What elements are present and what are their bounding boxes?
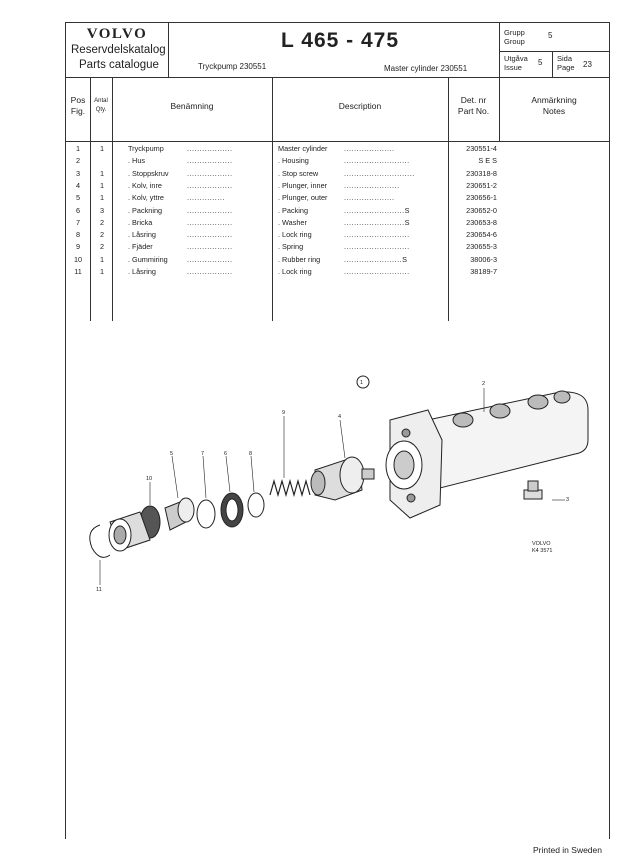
col-description: Description — [338, 101, 382, 111]
cell-desc: . Stop screw — [278, 168, 319, 178]
callout-7: 7 — [201, 451, 205, 457]
cell-dots1: .................. — [187, 168, 233, 178]
cell-part-no: 230653-8 — [466, 217, 497, 227]
cell-name: . Kolv, inre — [128, 180, 162, 190]
issue-value: 5 — [538, 58, 543, 67]
cell-qty: 1 — [99, 267, 105, 276]
cell-dots2: .................... — [344, 144, 395, 153]
model-title: L 465 - 475 — [281, 29, 400, 52]
cell-part-no: 38189-7 — [470, 267, 497, 276]
callout-6: 6 — [224, 451, 228, 457]
col-pos-sv: Pos — [70, 95, 86, 105]
cell-desc: . Lock ring — [278, 230, 312, 240]
inner-plunger-part — [311, 457, 374, 500]
cell-pos: 3 — [75, 168, 81, 178]
issue-label-sv: Utgåva — [504, 54, 528, 63]
cell-desc: . Lock ring — [278, 267, 312, 276]
cell-qty: 1 — [99, 144, 105, 153]
cell-part-no: 230655-3 — [466, 242, 497, 252]
cell-qty: 1 — [99, 193, 105, 203]
cell-qty: 3 — [99, 205, 105, 215]
callout-3: 3 — [566, 497, 570, 503]
subtitle-en: Master cylinder 230551 — [384, 64, 468, 73]
issue-label-en: Issue — [504, 63, 522, 72]
cell-desc: . Plunger, inner — [278, 180, 328, 190]
cell-dots2: ............................ — [344, 168, 415, 178]
cell-dots2: .......................... — [344, 267, 410, 276]
cell-part-no: 230318-8 — [466, 168, 497, 178]
col-partno-en: Part No. — [457, 106, 490, 116]
cell-dots1: .................. — [187, 230, 233, 240]
group-label-sv: Grupp — [504, 28, 525, 37]
cell-part-no: 230551-4 — [466, 144, 497, 153]
cell-pos: 9 — [75, 242, 81, 252]
cell-part-no: S E S — [478, 156, 497, 166]
cell-qty: 1 — [99, 180, 105, 190]
cell-pos: 8 — [75, 230, 81, 240]
figure-ref-line1: VOLVO — [532, 541, 551, 547]
stop-screw-part — [524, 481, 542, 499]
cell-pos: 2 — [75, 156, 81, 166]
lock-ring-part — [248, 493, 264, 517]
cell-desc: . Housing — [278, 156, 309, 166]
cell-name: . Bricka — [128, 217, 153, 227]
cell-dots1: .................. — [187, 267, 233, 276]
col-name: Benämning — [170, 101, 214, 111]
cell-dots2: .......................... — [344, 242, 410, 252]
cell-name: Tryckpump — [128, 144, 164, 153]
cell-pos: 5 — [75, 193, 81, 203]
col-notes-en: Notes — [542, 106, 566, 116]
cell-dots2: .......................... — [344, 156, 410, 166]
cell-part-no: 230651-2 — [466, 180, 497, 190]
cell-part-no: 38006-3 — [470, 254, 497, 264]
cell-dots1: .................. — [187, 180, 233, 190]
housing-part — [386, 391, 588, 518]
group-value: 5 — [548, 31, 553, 40]
cell-dots2: .................... — [344, 193, 395, 203]
cell-desc: . Rubber ring — [278, 254, 321, 264]
cell-desc: . Spring — [278, 242, 304, 252]
callout-1: 1 — [360, 380, 364, 386]
cell-dots1: .................. — [187, 254, 233, 264]
col-partno-sv: Det. nr — [460, 95, 487, 105]
cell-qty: 1 — [99, 254, 105, 264]
callout-8: 8 — [249, 451, 253, 457]
cell-name: . Låsring — [128, 230, 156, 240]
callout-9: 9 — [282, 410, 286, 416]
cell-name: . Låsring — [128, 267, 156, 276]
cell-desc: . Washer — [278, 217, 307, 227]
col-qty-en: Qty. — [95, 107, 107, 113]
cell-name: . Packning — [128, 205, 163, 215]
cell-desc: Master cylinder — [278, 144, 328, 153]
cell-part-no: 230652-0 — [466, 205, 497, 215]
cell-pos: 7 — [75, 217, 81, 227]
lock-ring-clip-part — [90, 525, 110, 557]
printed-in-footer: Printed in Sweden — [533, 845, 602, 855]
cell-dots1: ............... — [187, 193, 225, 203]
cell-dots1: .................. — [187, 205, 233, 215]
cell-dots1: .................. — [187, 217, 233, 227]
page-label-en: Page — [557, 63, 575, 72]
cell-qty: 2 — [99, 217, 105, 227]
cell-dots2: ...................... — [344, 180, 400, 190]
page-value: 23 — [583, 60, 592, 69]
cell-name: . Gummiring — [128, 254, 168, 264]
col-notes-sv: Anmärkning — [531, 95, 577, 105]
cell-name: . Kolv, yttre — [128, 193, 164, 203]
cell-name: . Stoppskruv — [128, 168, 169, 178]
cell-dots1: .................. — [187, 144, 233, 153]
figure-ref-line2: K4 3571 — [532, 548, 553, 554]
callout-11: 11 — [96, 587, 102, 593]
cell-qty: 1 — [99, 168, 105, 178]
cell-name: . Hus — [128, 156, 146, 166]
col-qty-sv: Antal — [94, 98, 108, 104]
catalog-title-en: Parts catalogue — [79, 59, 159, 71]
cell-dots2: ........................S — [344, 205, 411, 215]
outer-plunger-part — [165, 498, 194, 530]
cell-pos: 1 — [75, 144, 81, 153]
group-label-en: Group — [504, 37, 525, 46]
col-pos-en: Fig. — [70, 106, 86, 116]
cell-pos: 6 — [75, 205, 81, 215]
cell-pos: 11 — [74, 267, 82, 276]
cell-dots1: .................. — [187, 242, 233, 252]
cell-pos: 4 — [75, 180, 81, 190]
cell-pos: 10 — [73, 254, 83, 264]
cell-dots2: .......................S — [344, 254, 408, 264]
page-label-sv: Sida — [557, 54, 573, 63]
washer-part — [197, 500, 215, 528]
cell-part-no: 230654-6 — [466, 230, 497, 240]
cell-qty: 2 — [99, 242, 105, 252]
cell-dots2: ........................S — [344, 217, 411, 227]
cell-part-no: 230656-1 — [466, 193, 497, 203]
callout-5: 5 — [170, 451, 174, 457]
callout-2: 2 — [482, 381, 486, 387]
cell-dots1: .................. — [187, 156, 233, 166]
cell-desc: . Packing — [278, 205, 309, 215]
spring-part — [270, 481, 310, 495]
cell-qty: 2 — [99, 230, 105, 240]
cell-dots2: .......................... — [344, 230, 410, 240]
volvo-logo: VOLVO — [86, 26, 148, 42]
callout-10: 10 — [146, 476, 153, 482]
cell-name: . Fjäder — [128, 242, 153, 252]
catalog-title-sv: Reservdelskatalog — [71, 44, 166, 56]
callout-4: 4 — [338, 414, 342, 420]
subtitle-sv: Tryckpump 230551 — [198, 62, 267, 71]
cell-desc: . Plunger, outer — [278, 193, 328, 203]
